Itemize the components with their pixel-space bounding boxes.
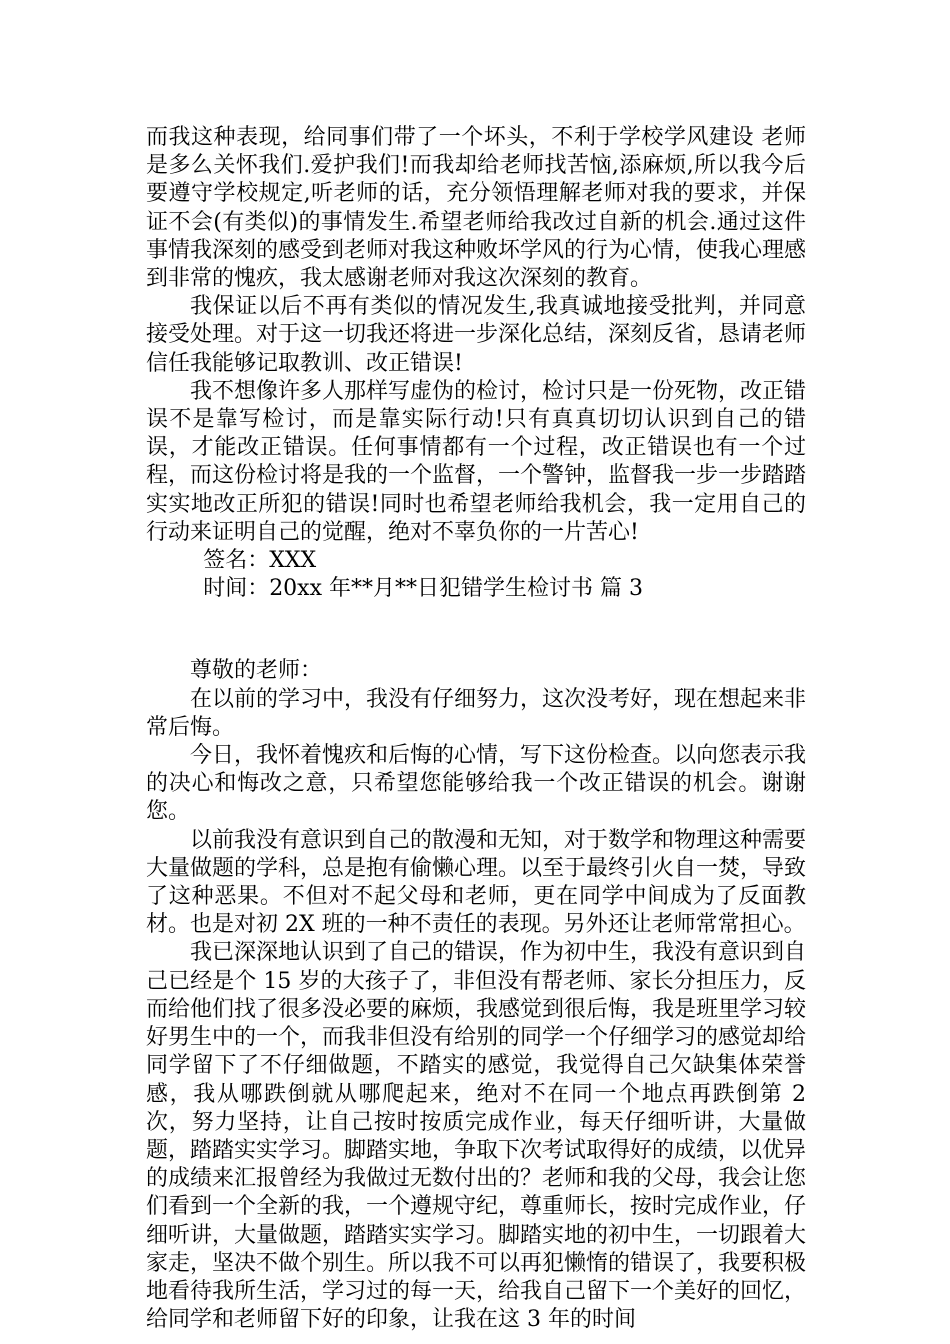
time-line: 时间：20xx 年**月**日犯错学生检讨书 篇 3 <box>203 576 643 602</box>
paragraph-7: 我已深深地认识到了自己的错误，作为初中生，我没有意识到自己已经是个 15 岁的大孩子了，非但没有帮老师、家长分担压力，反而给他们找了很多没必要的麻烦，我感觉到很后悔，我是班里学习较好男生中的一个，而我非但没有给别的同学一个仔细学习的感觉却给同学留下了不仔细做题，不踏实的感觉，我觉得自己欠缺集体荣誉感，我从哪跌倒就从哪爬起来，绝对不在同一个地点再跌倒第 2 次，努力坚持，让自己按时按质完成作业，每天仔细听讲，大量做题，踏踏实实学习。脚踏实地，争取下次考试取得好的成绩，以优异的成绩来汇报曾经为我做过无数付出的？老师和我的父母，我会让您们看到一个全新的我，一个遵规守纪，尊重师长，按时完成作业，仔细听讲，大量做题，踏踏实实学习。脚踏实地的初中生，一切跟着大家走，坚决不做个别生。所以我不可以再犯懒惰的错误了，我要积极地看待我所生活，学习过的每一天，给我自己留下一个美好的回忆，给同学和老师留下好的印象，让我在这 3 年的时间 <box>146 940 807 1333</box>
greeting: 尊敬的老师： <box>190 658 323 684</box>
section-gap <box>146 603 806 657</box>
paragraph-2: 我保证以后不再有类似的情况发生,我真诚地接受批判，并同意接受处理。对于这一切我还将进一步深化总结，深刻反省，恳请老师信任我能够记取教训、改正错误! <box>146 294 807 376</box>
paragraph-3: 我不想像许多人那样写虚伪的检讨，检讨只是一份死物，改正错误不是靠写检讨，而是靠实际行动!只有真真切切认识到自己的错误，才能改正错误。任何事情都有一个过程，改正错误也有一个过程，而这份检讨将是我的一个监督，一个警钟，监督我一步一步踏踏实实地改正所犯的错误!同时也希望老师给我机会，我一定用自己的行动来证明自己的觉醒，绝对不辜负你的一片苦心! <box>146 378 807 545</box>
paragraph-1: 而我这种表现，给同事们带了一个坏头，不利于学校学风建设 老师是多么关怀我们.爱护我们!而我却给老师找苦恼,添麻烦,所以我今后要遵守学校规定,听老师的话，充分领悟理解老师对我的要求，并保证不会(有类似)的事情发生.希望老师给我改过自新的机会.通过这件事情我深刻的感受到老师对我这种败坏学风的行为心情，使我心理感到非常的愧疚，我太感谢老师对我这次深刻的教育。 <box>146 125 807 292</box>
paragraph-4: 在以前的学习中，我没有仔细努力，这次没考好，现在想起来非常后悔。 <box>146 686 807 740</box>
signature-line: 签名：XXX <box>203 548 317 574</box>
document-body <box>146 124 806 1334</box>
paragraph-6: 以前我没有意识到自己的散漫和无知，对于数学和物理这种需要大量做题的学科，总是抱有偷懒心理。以至于最终引火自一焚，导致了这种恶果。不但对不起父母和老师，更在同学中间成为了反面教材。也是对初 2X 班的一种不责任的表现。另外还让老师常常担心。 <box>146 827 807 938</box>
paragraph-5: 今日，我怀着愧疚和后悔的心情，写下这份检查。以向您表示我的决心和悔改之意，只希望您能够给我一个改正错误的机会。谢谢您。 <box>146 743 807 825</box>
